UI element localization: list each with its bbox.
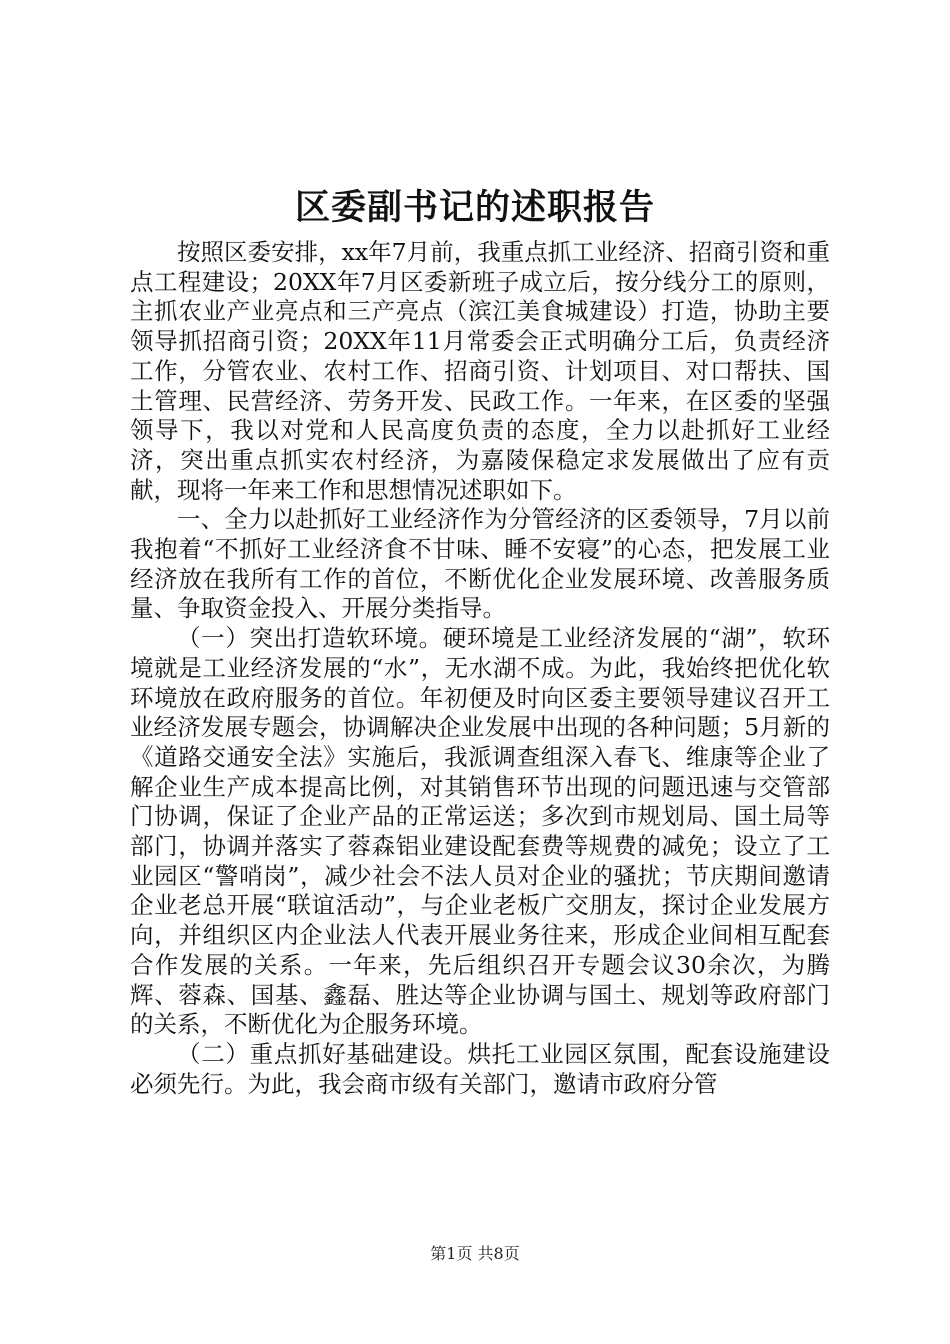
paragraph-soft-environment: （一）突出打造软环境。硬环境是工业经济发展的“湖”，软环境就是工业经济发展的“水”，无水湖不成。为此，我始终把优化软环境放在政府服务的首位。年初便及时向区委主要领导建议召开工业经济发展专题会，协调解决企业发展中出现的各种问题；5月新的《道路交通安全法》实施后，我派调查组深入春飞、维康等企业了解企业生产成本提高比例，对其销售环节出现的问题迅速与交管部门协调，保证了企业产品的正常运送；多次到市规划局、国土局等部门，协调并落实了蓉森铝业建设配套费等规费的减免；设立了工业园区“警哨岗”，减少社会不法人员对企业的骚扰；节庆期间邀请企业老总开展“联谊活动”，与企业老板广交朋友，探讨企业发展方向，并组织区内企业法人代表开展业务往来，形成企业间相互配套合作发展的关系。一年来，先后组织召开专题会议30余次，为腾辉、蓉森、国基、鑫磊、胜达等企业协调与国土、规划等政府部门的关系，不断优化为企服务环境。 <box>130 624 830 1039</box>
document-body <box>130 238 830 1099</box>
paragraph-intro: 按照区委安排，xx年7月前，我重点抓工业经济、招商引资和重点工程建设；20XX年7月区委新班子成立后，按分线分工的原则，主抓农业产业亮点和三产亮点（滨江美食城建设）打造，协助主要领导抓招商引资；20XX年11月常委会正式明确分工后，负责经济工作，分管农业、农村工作、招商引资、计划项目、对口帮扶、国土管理、民营经济、劳务开发、民政工作。一年来，在区委的坚强领导下，我以对党和人民高度负责的态度，全力以赴抓好工业经济，突出重点抓实农村经济，为嘉陵保稳定求发展做出了应有贡献，现将一年来工作和思想情况述职如下。 <box>130 238 830 504</box>
page-footer: 第1页 共8页 <box>430 1244 520 1263</box>
paragraph-infrastructure: （二）重点抓好基础建设。烘托工业园区氛围，配套设施建设必须先行。为此，我会商市级有关部门，邀请市政府分管 <box>130 1039 830 1098</box>
paragraph-section-1: 一、全力以赴抓好工业经济作为分管经济的区委领导，7月以前我抱着“不抓好工业经济食不甘味、睡不安寝”的心态，把发展工业经济放在我所有工作的首位，不断优化企业发展环境、改善服务质量、争取资金投入、开展分类指导。 <box>130 505 830 623</box>
document-title: 区委副书记的述职报告 <box>294 187 655 228</box>
